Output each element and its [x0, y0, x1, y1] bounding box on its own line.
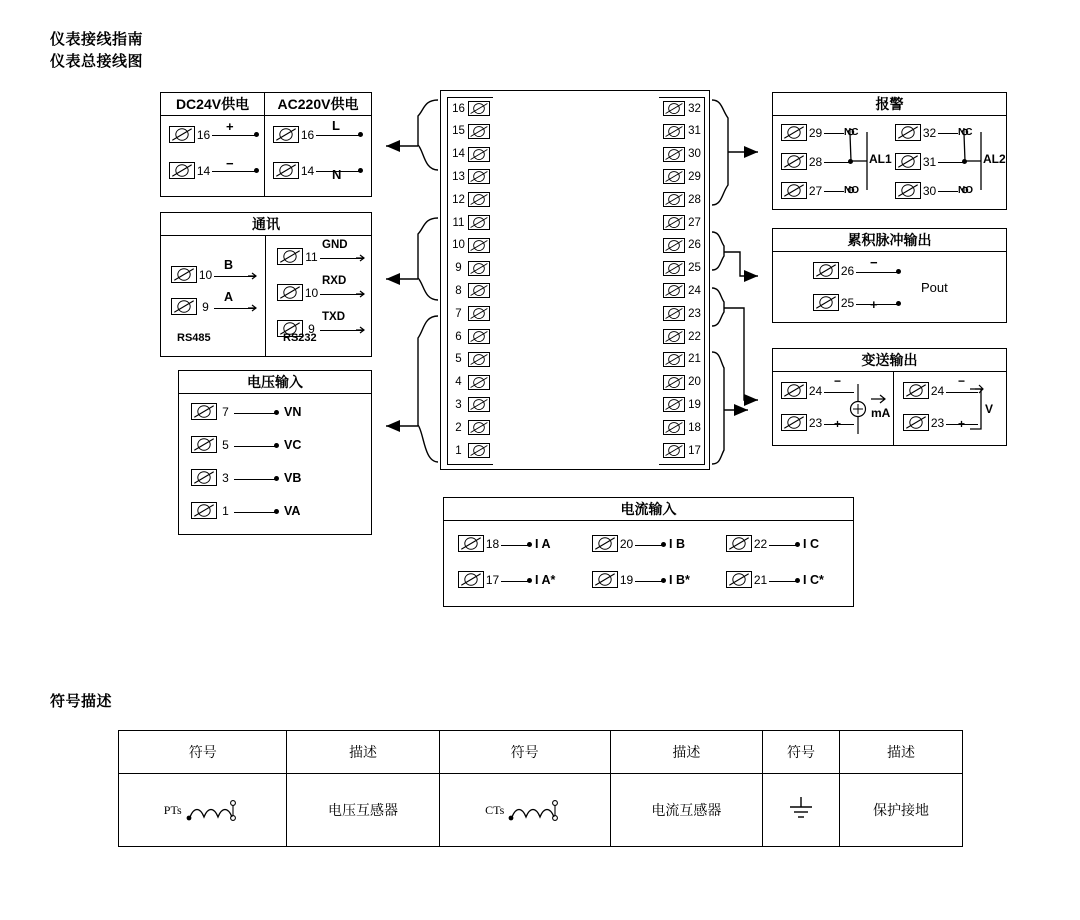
symbol-cell-pt: [119, 774, 287, 847]
voltage-terminal-number-3: 3: [222, 470, 229, 485]
main-terminal-number: 6: [455, 330, 462, 343]
current-terminal-22: 22: [753, 536, 768, 551]
current-terminal-17: 17: [485, 572, 500, 587]
ac-terminal-label-2: N: [332, 166, 342, 182]
voltage-terminal-number-1: 7: [222, 404, 229, 419]
current-terminal-20: 20: [619, 536, 634, 551]
voltage-input-header: 电压输入: [179, 371, 371, 394]
rs232-terminal-number-2: 10: [304, 285, 319, 300]
page-title-line2: 仪表总接线图: [50, 53, 144, 70]
table-row: [119, 774, 963, 847]
main-terminal-number: 8: [455, 284, 462, 297]
main-terminal-number: 28: [688, 193, 701, 206]
main-terminal-number: 30: [688, 148, 701, 161]
symbols-heading: 符号描述: [50, 693, 113, 710]
pulse-output-header: 累积脉冲输出: [773, 229, 1006, 252]
alarm1-terminal-number-2: 28: [808, 154, 823, 169]
rs485-label-1: B: [224, 257, 234, 272]
earth-ground-icon: [784, 793, 818, 823]
main-terminal-number: 31: [688, 125, 701, 138]
voltage-terminal-number-2: 5: [222, 437, 229, 452]
pulse-label-2: +: [870, 296, 878, 312]
rs485-name: RS485: [177, 332, 211, 344]
alarm1-terminal-number-1: 29: [808, 125, 823, 140]
rs232-terminal-number-1: 11: [305, 249, 318, 264]
main-terminal-number: 11: [452, 216, 465, 229]
transmit-v-terminal-1: 24: [930, 383, 945, 398]
transmit-ma-terminal-1: 24: [808, 383, 823, 398]
alarm1-name: AL1: [869, 152, 892, 166]
symbol-desc-ct: 电流互感器: [610, 774, 762, 847]
rs485-label-2: A: [224, 289, 234, 304]
ct-symbol-label: CTs: [485, 802, 505, 817]
main-terminal-number: 7: [455, 307, 462, 320]
pulse-label-1: −: [870, 254, 878, 270]
dc-terminal-number-2: 14: [196, 163, 211, 178]
alarm2-terminal-number-1: 32: [922, 125, 937, 140]
ct-transformer-icon: [508, 795, 564, 825]
symbol-cell-ground: [762, 774, 839, 847]
main-terminal-number: 18: [688, 421, 701, 434]
alarm2-nc-label: NC: [958, 127, 973, 138]
rs232-label-3: TXD: [322, 310, 345, 323]
rs232-terminal-number-3: 9: [308, 321, 315, 336]
symbols-header-6: 描述: [840, 731, 963, 774]
main-terminal-number: 1: [455, 444, 462, 457]
symbol-desc-pt: 电压互感器: [287, 774, 439, 847]
main-terminal-number: 5: [455, 353, 462, 366]
ac-terminal-number-2: 14: [300, 163, 315, 178]
transmit-ma-name: mA: [871, 406, 891, 420]
main-terminal-number: 10: [452, 239, 465, 252]
rs485-terminal-number-2: 9: [202, 299, 209, 314]
main-terminal-number: 29: [688, 170, 701, 183]
pt-transformer-icon: [186, 795, 242, 825]
pulse-output-name-text: Pout: [921, 280, 948, 295]
main-terminal-number: 25: [688, 262, 701, 275]
current-label-ic: I C: [803, 536, 819, 551]
symbols-header-5: 符号: [762, 731, 839, 774]
symbols-header-1: 符号: [119, 731, 287, 774]
alarm2-no-label: NO: [958, 185, 973, 196]
transmit-ma-label-1: −: [834, 373, 842, 388]
main-terminal-number: 21: [688, 353, 701, 366]
main-terminal-number: 9: [455, 262, 462, 275]
voltage-terminal-number-4: 1: [222, 503, 229, 518]
transmit-v-name: V: [985, 402, 994, 416]
main-terminal-number: 15: [452, 125, 465, 138]
rs485-terminal-number-1: 10: [198, 267, 213, 282]
alarm1-no-label: NO: [844, 185, 859, 196]
ac-power-header: AC220V供电: [265, 93, 371, 116]
current-label-ic-star: I C*: [803, 572, 824, 587]
main-terminal-number: 2: [455, 421, 462, 434]
symbol-desc-ground: 保护接地: [840, 774, 963, 847]
symbols-header-3: 符号: [439, 731, 610, 774]
pulse-terminal-number-1: 26: [840, 263, 855, 278]
rs232-name: RS232: [283, 332, 317, 344]
voltage-label-4: VA: [284, 503, 301, 518]
voltage-label-2: VC: [284, 437, 302, 452]
main-terminal-number: 23: [688, 307, 701, 320]
current-label-ia: I A: [535, 536, 551, 551]
ac-terminal-number-1: 16: [300, 127, 315, 142]
voltage-label-3: VB: [284, 470, 302, 485]
dc-power-header: DC24V供电: [161, 93, 264, 116]
main-terminal-number: 24: [688, 284, 701, 297]
current-terminal-21: 21: [753, 572, 768, 587]
alarm2-name: AL2: [983, 152, 1006, 166]
symbols-header-4: 描述: [610, 731, 762, 774]
main-terminal-number: 17: [688, 444, 701, 457]
main-terminal-number: 32: [688, 102, 701, 115]
symbols-header-2: 描述: [287, 731, 439, 774]
main-terminal-number: 3: [455, 398, 462, 411]
alarm1-nc-label: NC: [844, 127, 859, 138]
current-input-header: 电流输入: [444, 498, 853, 521]
alarm-header: 报警: [773, 93, 1006, 116]
transmit-v-label-1: −: [958, 373, 966, 388]
main-terminal-number: 22: [688, 330, 701, 343]
pulse-terminal-number-2: 25: [840, 295, 855, 310]
transmit-ma-terminal-2: 23: [808, 415, 823, 430]
main-terminal-number: 16: [452, 102, 465, 115]
current-label-ib: I B: [669, 536, 685, 551]
transmit-v-label-2: +: [958, 416, 966, 431]
pt-symbol-label: PTs: [163, 802, 182, 817]
main-terminal-number: 12: [452, 193, 465, 206]
transmit-v-terminal-2: 23: [930, 415, 945, 430]
dc-terminal-label-2: −: [226, 155, 234, 171]
main-terminal-number: 14: [452, 148, 465, 161]
main-terminal-number: 27: [688, 216, 701, 229]
rs232-label-2: RXD: [322, 274, 347, 287]
symbols-table-header-row: [119, 731, 963, 774]
main-terminal-number: 19: [688, 398, 701, 411]
alarm1-terminal-number-3: 27: [808, 183, 823, 198]
communication-header: 通讯: [161, 213, 371, 236]
symbol-cell-ct: [439, 774, 610, 847]
dc-terminal-label-1: +: [226, 118, 234, 134]
main-terminal-number: 4: [455, 376, 462, 389]
ac-terminal-label-1: L: [332, 117, 340, 133]
dc-terminal-number-1: 16: [196, 127, 211, 142]
current-label-ib-star: I B*: [669, 572, 690, 587]
symbols-table-wrapper: [118, 730, 963, 845]
symbols-table: [118, 730, 963, 847]
current-terminal-18: 18: [485, 536, 500, 551]
main-terminal-number: 13: [452, 170, 465, 183]
transmit-ma-label-2: +: [834, 416, 842, 431]
alarm2-terminal-number-3: 30: [922, 183, 937, 198]
current-terminal-19: 19: [619, 572, 634, 587]
main-terminal-number: 20: [688, 376, 701, 389]
main-terminal-number: 26: [688, 239, 701, 252]
page-title-line1: 仪表接线指南: [50, 31, 144, 48]
alarm2-terminal-number-2: 31: [922, 154, 937, 169]
voltage-label-1: VN: [284, 404, 302, 419]
current-label-ia-star: I A*: [535, 572, 556, 587]
transmit-output-header: 变送输出: [773, 349, 1006, 372]
rs232-label-1: GND: [322, 238, 348, 251]
